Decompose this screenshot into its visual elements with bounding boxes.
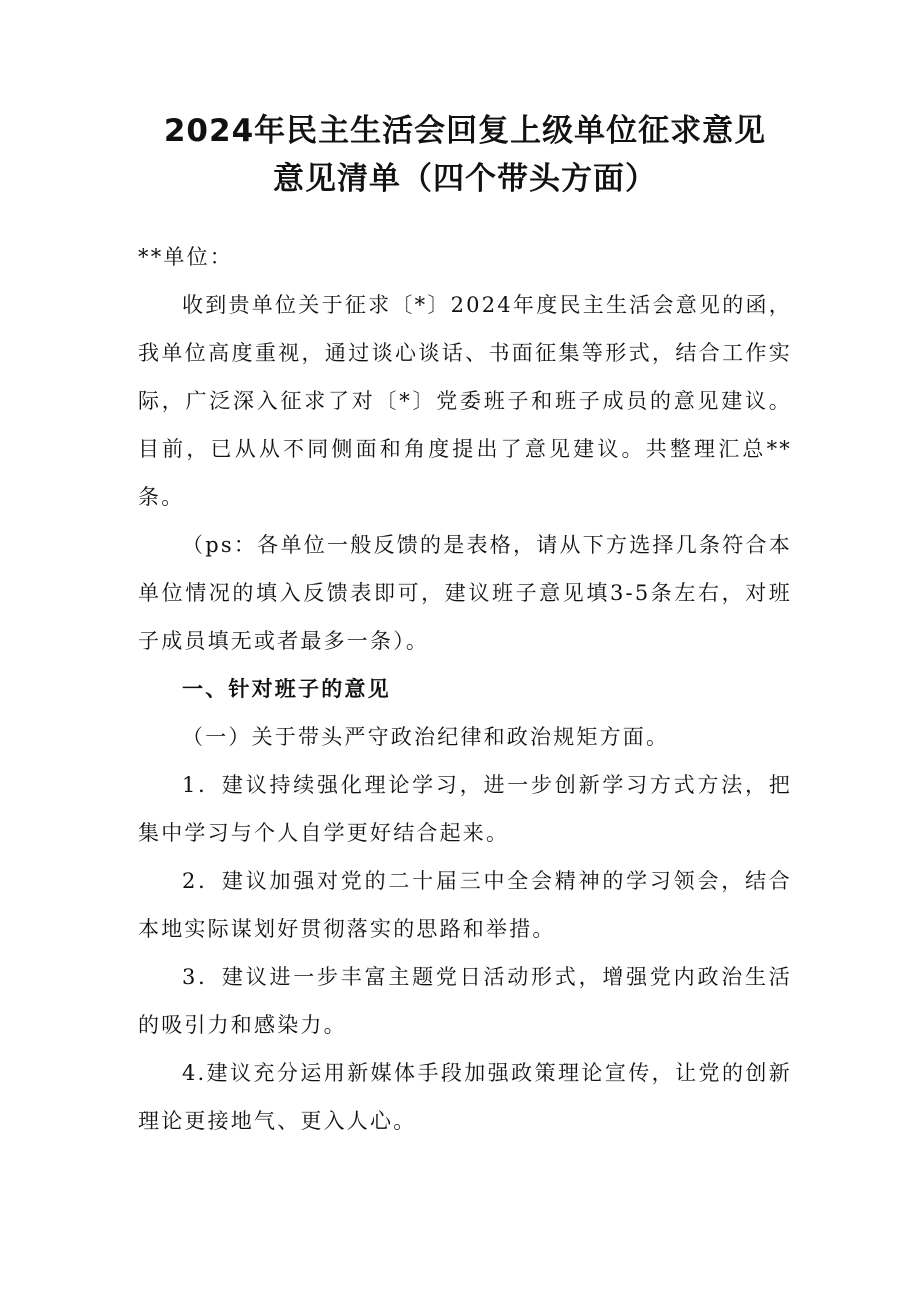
salutation: **单位： [138,245,233,269]
list-item: 2．建议加强对党的二十届三中全会精神的学习领会，结合本地实际谋划好贯彻落实的思路和举措。 [138,869,792,941]
list-item: 3．建议进一步丰富主题党日活动形式，增强党内政治生活的吸引力和感染力。 [138,965,792,1037]
document-title-line-1: 2024年民主生活会回复上级单位征求意见 [163,113,767,149]
list-item: 1．建议持续强化理论学习，进一步创新学习方式方法，把集中学习与个人自学更好结合起来。 [138,773,792,845]
section-heading: 一、针对班子的意见 [182,676,391,701]
intro-paragraph: 收到贵单位关于征求〔*〕2024年度民主生活会意见的函，我单位高度重视，通过谈心谈话、书面征集等形式，结合工作实际，广泛深入征求了对〔*〕党委班子和班子成员的意见建议。目前，已从从不同侧面和角度提出了意见建议。共整理汇总**条。 [138,293,792,509]
document-title-line-2: 意见清单（四个带头方面） [273,161,657,197]
subsection-heading: （一）关于带头严守政治纪律和政治规矩方面。 [182,725,670,749]
note-paragraph: （ps：各单位一般反馈的是表格，请从下方选择几条符合本单位情况的填入反馈表即可，建议班子意见填3-5条左右，对班子成员填无或者最多一条）。 [138,533,792,653]
list-item: 4.建议充分运用新媒体手段加强政策理论宣传，让党的创新理论更接地气、更入人心。 [138,1061,792,1133]
